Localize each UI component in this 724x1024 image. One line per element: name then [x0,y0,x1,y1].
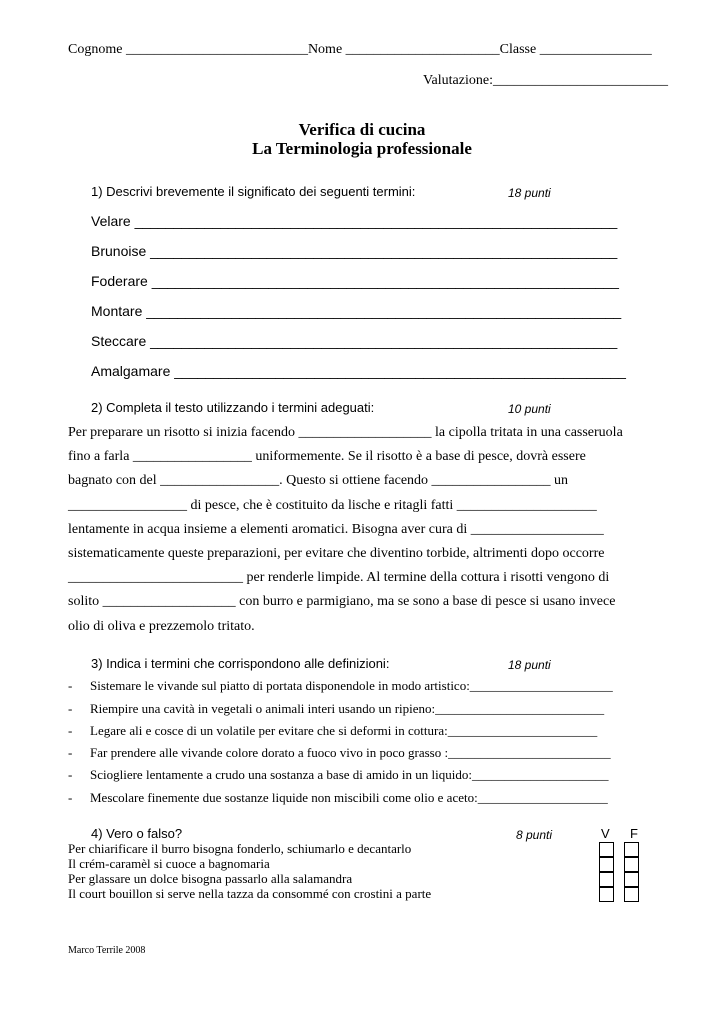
false-checkbox[interactable] [624,857,639,872]
false-checkbox[interactable] [624,887,639,902]
false-column-label: F [630,826,638,841]
grade-line: Valutazione:_________________________ [423,73,668,88]
cloze-paragraph [68,421,658,639]
cloze-line: _________________ di pesce, che è costituito da lische e ritagli fatti ____________________ [68,497,597,513]
term-line-amalgamare: Amalgamare __________________________________________________________ [91,363,626,379]
cloze-line: _________________________ per renderle limpide. Al termine della cottura i risotti vengono di [68,570,610,586]
question-2-points: 10 punti [508,402,551,416]
student-info-line: Cognome __________________________Nome ______________________Classe ________________ [68,42,652,57]
term-line-steccare: Steccare ____________________________________________________________ [91,333,618,349]
cloze-line: bagnato con del _________________. Questo si ottiene facendo _________________ un [68,473,569,489]
term-line-brunoise: Brunoise ____________________________________________________________ [91,243,618,259]
cloze-line: lentamente in acqua insieme a elementi aromatici. Bisogna aver cura di ___________________ [68,521,604,537]
definition-item: - Sistemare le vivande sul piatto di portata disponendole in modo artistico:______________________ [68,678,613,693]
question-4-heading: 4) Vero o falso? [91,826,183,841]
cloze-line: Per preparare un risotto si inizia facendo ___________________ la cipolla tritata in una casseruola [68,425,623,440]
term-line-foderare: Foderare ____________________________________________________________ [91,273,619,289]
false-checkbox[interactable] [624,842,639,857]
document-subtitle: La Terminologia professionale [252,139,472,158]
cloze-line: olio di oliva e prezzemolo tritato. [68,618,255,634]
cloze-line: fino a farla _________________ uniformemente. Se il risotto è a base di pesce, dovrà essere [68,449,586,465]
true-false-statement: Il court bouillon si serve nella tazza da consommé con crostini a parte [68,886,432,901]
definition-item: - Sciogliere lentamente a crudo una sostanza a base di amido in un liquido:_____________________ [68,767,609,782]
definition-item: - Riempire una cavità in vegetali o animali interi usando un ripieno:__________________________ [68,701,605,716]
question-2-heading: 2) Completa il testo utilizzando i termini adeguati: [91,400,375,415]
cloze-line: solito ___________________ con burro e parmigiano, ma se sono a base di pesce si usano invece [68,594,616,610]
question-4-points: 8 punti [516,828,553,842]
question-1-points: 18 punti [508,186,551,200]
author-footer: Marco Terrile 2008 [68,945,146,956]
true-false-statement: Per chiarificare il burro bisogna fonderlo, schiumarlo e decantarlo [68,841,412,856]
question-3-heading: 3) Indica i termini che corrispondono alle definizioni: [91,656,390,671]
definition-item: - Legare ali e cosce di un volatile per evitare che si deformi in cottura:_______________________ [68,723,598,738]
term-line-velare: Velare ______________________________________________________________ [91,213,618,229]
true-checkbox[interactable] [599,887,614,902]
definition-item: - Far prendere alle vivande colore dorato a fuoco vivo in poco grasso :_________________________ [68,745,611,760]
document-title: Verifica di cucina [298,120,426,139]
false-checkbox[interactable] [624,872,639,887]
true-false-statement: Il crém-caramèl si cuoce a bagnomaria [68,856,270,871]
true-column-label: V [601,826,610,841]
true-checkbox[interactable] [599,842,614,857]
definition-item: - Mescolare finemente due sostanze liquide non miscibili come olio e aceto:____________________ [68,790,608,805]
cloze-line: sistematicamente queste preparazioni, per evitare che diventino torbide, altrimenti dopo occorre [68,546,605,562]
term-line-montare: Montare _____________________________________________________________ [91,303,622,319]
true-checkbox[interactable] [599,857,614,872]
true-checkbox[interactable] [599,872,614,887]
question-1-heading: 1) Descrivi brevemente il significato dei seguenti termini: [91,184,416,199]
true-false-statement: Per glassare un dolce bisogna passarlo alla salamandra [68,871,353,886]
question-3-points: 18 punti [508,658,551,672]
